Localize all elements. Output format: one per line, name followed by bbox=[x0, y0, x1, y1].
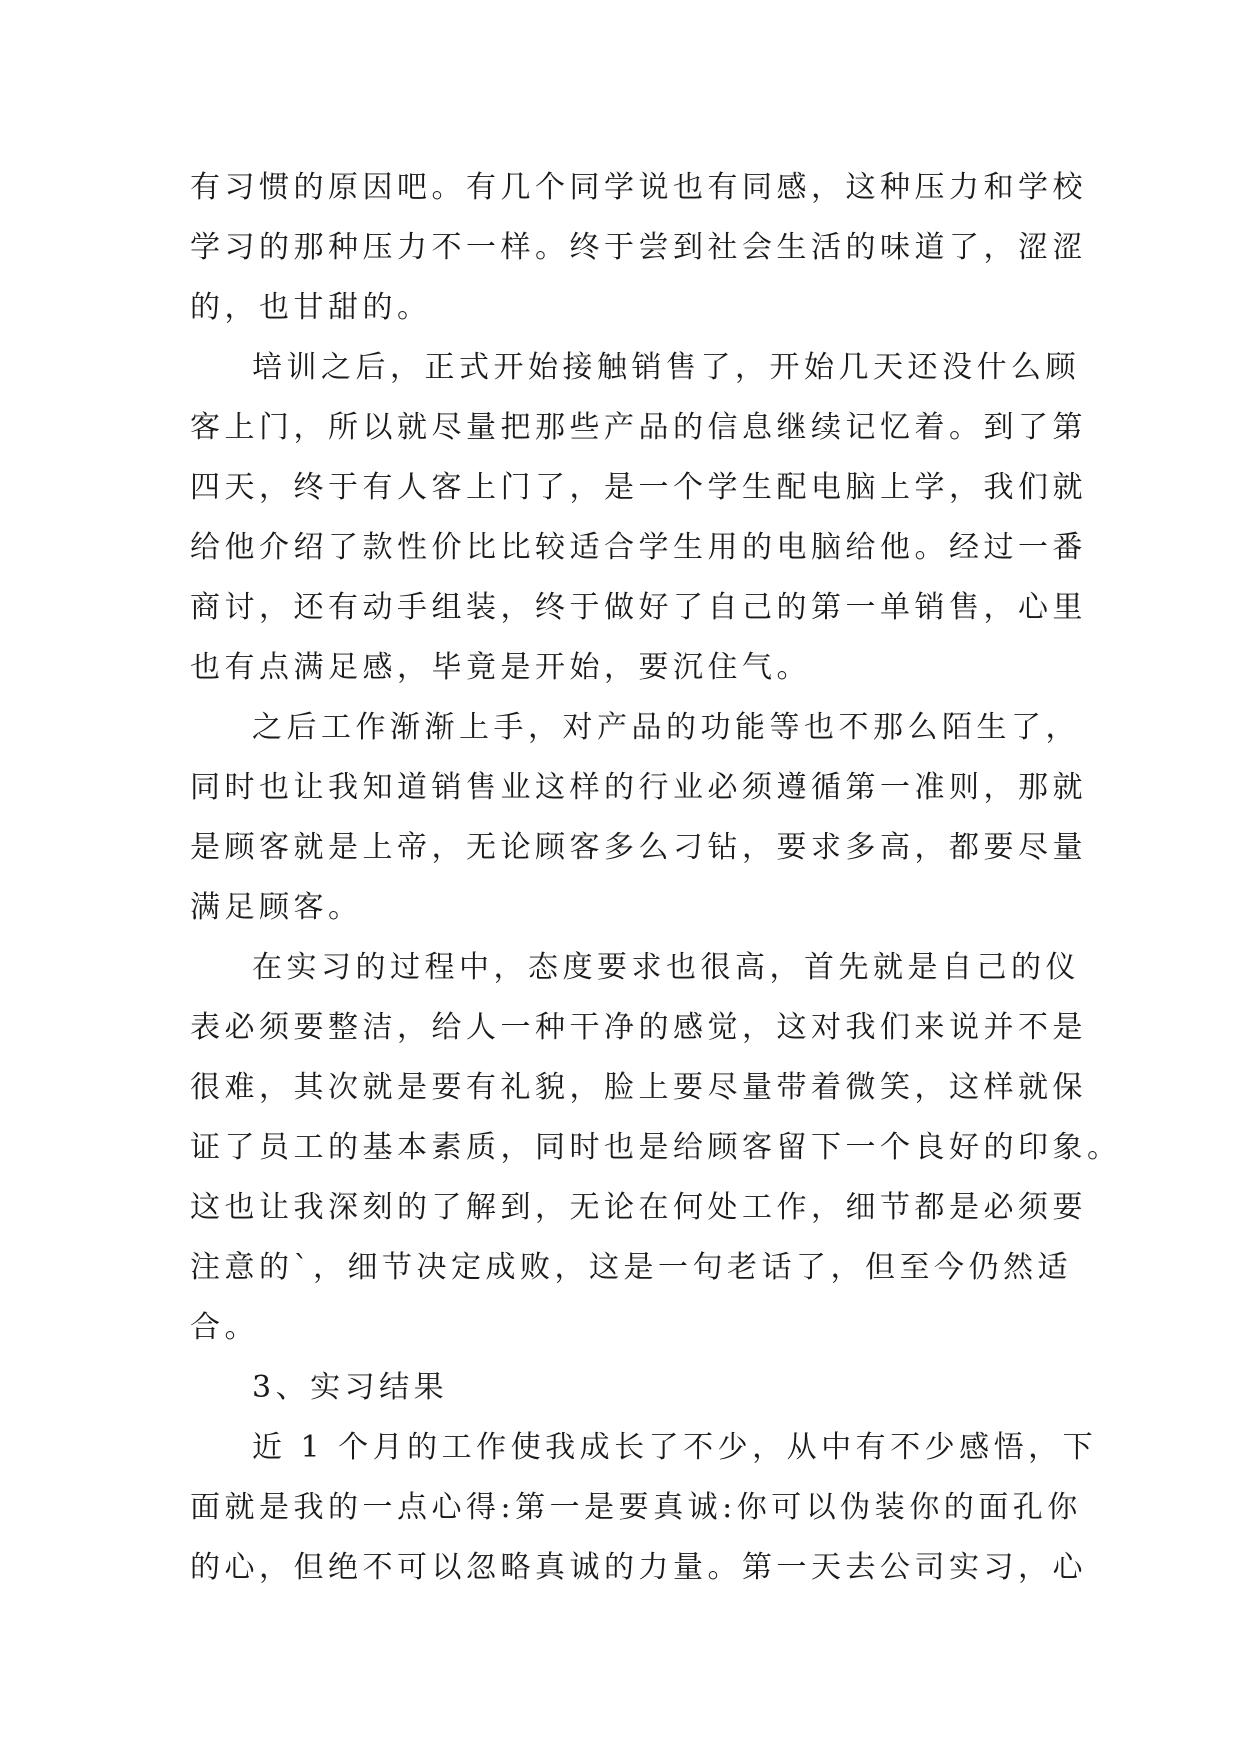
text-line: 证了员工的基本素质，同时也是给顾客留下一个良好的印象。 bbox=[190, 1130, 1122, 1165]
paragraph-first-line: 在实习的过程中，态度要求也很高，首先就是自己的仪 bbox=[252, 950, 1080, 985]
paragraph-first-line: 近 1 个月的工作使我成长了不少，从中有不少感悟，下 bbox=[252, 1430, 1098, 1465]
text-line: 的心，但绝不可以忽略真诚的力量。第一天去公司实习，心 bbox=[190, 1550, 1087, 1585]
text-line: 也有点满足感，毕竟是开始，要沉住气。 bbox=[190, 650, 811, 685]
text-line: 有习惯的原因吧。有几个同学说也有同感，这种压力和学校 bbox=[190, 170, 1087, 205]
paragraph-first-line: 之后工作渐渐上手，对产品的功能等也不那么陌生了， bbox=[252, 710, 1080, 745]
text-line: 客上门，所以就尽量把那些产品的信息继续记忆着。到了第 bbox=[190, 410, 1087, 445]
text-line: 这也让我深刻的了解到，无论在何处工作，细节都是必须要 bbox=[190, 1190, 1087, 1225]
text-line: 学习的那种压力不一样。终于尝到社会生活的味道了，涩涩 bbox=[190, 230, 1087, 265]
text-line: 合。 bbox=[190, 1310, 259, 1345]
document-body bbox=[190, 158, 1122, 1598]
text-line: 很难，其次就是要有礼貌，脸上要尽量带着微笑，这样就保 bbox=[190, 1070, 1087, 1105]
paragraph-first-line: 培训之后，正式开始接触销售了，开始几天还没什么顾 bbox=[252, 350, 1080, 385]
section-heading: 3、实习结果 bbox=[252, 1370, 449, 1405]
text-line: 四天，终于有人客上门了，是一个学生配电脑上学，我们就 bbox=[190, 470, 1087, 505]
text-line: 给他介绍了款性价比比较适合学生用的电脑给他。经过一番 bbox=[190, 530, 1087, 565]
text-line: 注意的`，细节决定成败，这是一句老话了，但至今仍然适 bbox=[190, 1250, 1072, 1285]
text-line: 满足顾客。 bbox=[190, 890, 363, 925]
text-line: 的，也甘甜的。 bbox=[190, 290, 432, 325]
text-line: 同时也让我知道销售业这样的行业必须遵循第一准则，那就 bbox=[190, 770, 1087, 805]
text-line: 商讨，还有动手组装，终于做好了自己的第一单销售，心里 bbox=[190, 590, 1087, 625]
text-line: 面就是我的一点心得:第一是要真诚:你可以伪装你的面孔你 bbox=[190, 1490, 1082, 1525]
text-line: 是顾客就是上帝，无论顾客多么刁钻，要求多高，都要尽量 bbox=[190, 830, 1087, 865]
text-line: 表必须要整洁，给人一种干净的感觉，这对我们来说并不是 bbox=[190, 1010, 1087, 1045]
